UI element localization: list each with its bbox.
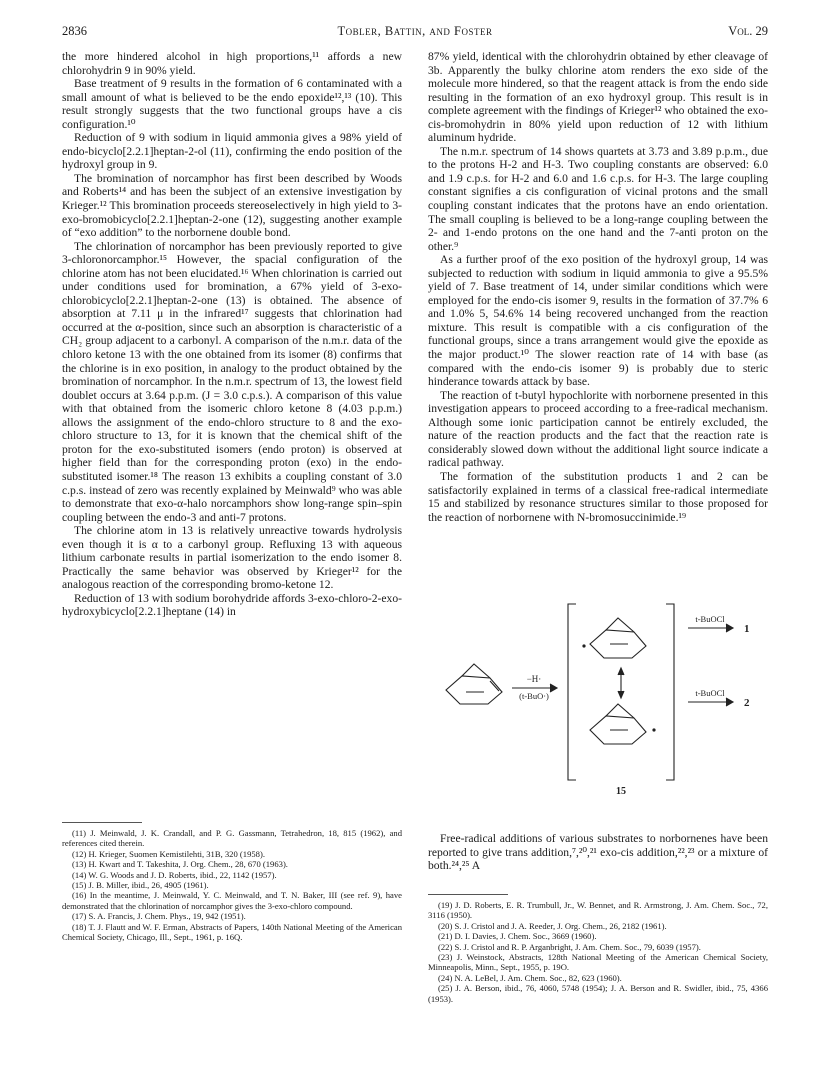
page-header [62,24,768,44]
footnote: (14) W. G. Woods and J. D. Roberts, ibid., 22, 1142 (1957). [72,869,277,880]
paragraph: The bromination of norcamphor has first been described by Woods and Roberts¹⁴ and has been the subject of an extensive investigation by Krieger.¹² This bromination proceeds stereoselectively in high yield to 3-exo-bromobicyclo[2.2.1]heptan-2-one (12), suggesting another example of “exo addition” to the norbornene double bond. [62,171,402,240]
arrow-label-top: −H· [526,674,542,684]
footnote: (19) J. D. Roberts, E. R. Trumbull, Jr., W. Bennet, and R. Armstrong, J. Am. Chem. Soc., 72, 3116 (1950). [428,900,768,921]
radical-dot [582,644,585,647]
bracket-left [568,604,576,780]
paragraph: The chlorination of norcamphor has been previously reported to give 3-chloronorcamphor.¹⁵ However, the spacial configuration of the chlorine atom has not been elucidated.¹⁶ When chlorination is carried out under conditions used for bromination, a 67% yield of 3-exo-chlorobicyclo[2.2.1]heptan-2-one (13) is obtained. The absence of absorption at 7.11 μ in the infrared¹⁷ suggests that chlorination had occurred at the α-position, since such an absorption is characteristic of a CH₂ group adjacent to a carbonyl. A comparison of the n.m.r. data of the chloro ketone 13 with the one obtained from its isomer (8) confirms that the chlorine is in exo position, in analogy to the product obtained by the bromination of norcamphor. In the n.m.r. spectrum of 13, the lowest field doublet occurs at 3.64 p.p.m. (J = 3.0 c.p.s.). A comparison of this value with that obtained from the isomeric chloro ketone 8 (4.03 p.p.m.) allows the assignment of the endo-chloro structure to 8 and the exo-chloro structure to 13, for it is known that the chemical shift of the proton for the exo-substituted isomers (endo proton) is observed at higher field than for the corresponding proton (exo) in the endo-substituted isomer.¹⁸ The reason 13 exhibits a coupling constant of 3.0 c.p.s. instead of zero was recently explained by Meinwald⁹ who was able to demonstrate that exo-α-halo norcamphors show long-range spin–spin coupling between the endo-3 and anti-7 protons. [62,239,402,524]
paragraph: Base treatment of 9 results in the formation of 6 contaminated with a small amount of what is believed to be the endo epoxide¹²,¹³ (10). This result strongly suggests that the two functional groups have a cis configuration.¹⁰ [62,77,402,131]
left-column [62,50,402,619]
reagent-label-lower: t-BuOCl [695,688,725,698]
footnote: (20) S. J. Cristol and J. A. Reeder, J. Org. Chem., 26, 2182 (1961). [438,920,667,931]
paragraph: The reaction of t-butyl hypochlorite with norbornene presented in this investigation appears to proceed according to a free-radical mechanism. Although some ionic participation cannot be entirely excluded, the nature of the reaction products and the fact that the reaction rate is considerably slowed down without the additional light source indicate a radical pathway. [428,388,768,470]
radical-structure-upper [590,618,646,658]
paragraph: Reduction of 9 with sodium in liquid ammonia gives a 98% yield of endo-bicyclo[2.2.1]heptan-2-ol (11), confirming the endo position of the hydroxyl group in 9. [62,131,402,172]
footnote: (13) H. Kwart and T. Takeshita, J. Org. Chem., 28, 670 (1963). [72,859,288,870]
running-title: Tobler, Battin, and Foster [337,24,493,38]
intermediate-label: 15 [616,786,626,797]
footnote: (17) S. A. Francis, J. Chem. Phys., 19, 942 (1951). [72,911,246,922]
footnote: (25) J. A. Berson, ibid., 76, 4060, 5748 (1954); J. A. Berson and R. Swidler, ibid., 75, 4366 (1953). [428,983,768,1004]
right-footnotes [428,894,768,1004]
footnote: (23) J. Weinstock, Abstracts, 128th National Meeting of the American Chemical Society, Minneapolis, Minn., Sept., 1955, p. 19O. [428,952,768,973]
footnote: (18) T. J. Flautt and W. F. Erman, Abstracts of Papers, 140th National Meeting of the American Chemical Society, Chicago, Ill., Sept., 1961, p. 16Q. [62,921,402,943]
footnote: (11) J. Meinwald, J. K. Crandall, and P. G. Gassmann, Tetrahedron, 18, 815 (1962), and references cited therein. [62,828,402,849]
volume-label: Vol. 29 [728,24,768,38]
paragraph: The n.m.r. spectrum of 14 shows quartets at 3.73 and 3.89 p.p.m., due to the protons H-2 and H-3. Two coupling constants are observed: 6.0 and 1.9 c.p.s. for H-2 and 6.0 and 1.6 c.p.s. for H-3. The large coupling constant signifies a cis configuration of vicinal protons and the small coupling constant indicates that the protons have an endo orientation. The small coupling is believed to be a long-range coupling between the 2- and 1-endo protons on the one hand and the 7-anti proton on the other.⁹ [428,144,768,253]
radical-structure-lower [590,704,646,744]
left-footnotes [62,822,402,942]
footnote: (24) N. A. LeBel, J. Am. Chem. Soc., 82, 623 (1960). [438,972,622,983]
footnote: (22) S. J. Cristol and R. P. Arganbright, J. Am. Chem. Soc., 79, 6039 (1957). [438,941,701,952]
right-column [428,50,768,524]
paragraph: Free-radical additions of various substrates to norbornenes have been reported to give trans addition,⁷,²⁰,²¹ exo-cis addition,²²,²³ or a mixture of both.²⁴,²⁵ A [428,832,768,873]
footnote-rule [428,894,508,895]
footnote: (15) J. B. Miller, ibid., 26, 4905 (1961). [72,880,209,891]
norbornene-structure [446,664,502,704]
paragraph: the more hindered alcohol in high proportions,¹¹ affords a new chlorohydrin 9 in 90% yield. [62,50,402,77]
reagent-label-upper: t-BuOCl [695,614,725,624]
footnote: (12) H. Krieger, Suomen Kemistilehti, 31B, 320 (1958). [72,848,265,859]
radical-dot [652,728,655,731]
page-number: 2836 [62,24,87,38]
paragraph: The formation of the substitution products 1 and 2 can be satisfactorily explained in terms of a classical free-radical intermediate 15 and stabilized by resonance structures similar to those proposed for the reaction of norbornene with N-bromosuccinimide.¹⁹ [428,469,768,524]
paragraph: As a further proof of the exo position of the hydroxyl group, 14 was subjected to reduction with sodium in liquid ammonia to give a 95.5% yield of 7. Base treatment of 14, under similar conditions which were employed for the endo-cis isomer 9, results in the formation of 37.7% 6 and 1.0% 5, 54.6% 14 being recovered unchanged from the reaction mixture. This result is compatible with a cis configuration of the functional groups, since a trans arrangement would give the epoxide as the major product.¹⁰ The slower reaction rate of 14 with base (as compared with the endo-cis isomer 9) is probably due to steric hinderance towards attack by base. [428,253,768,389]
post-scheme-text [428,832,768,873]
reaction-scheme [428,580,768,812]
paragraph: The chlorine atom in 13 is relatively unreactive towards hydrolysis even though it is α to a carbonyl group. Refluxing 13 with aqueous lithium carbonate results in partial isomerization to the endo isomer 8. Practically the same behavior was observed by Krieger¹² for the analogous reaction of the corresponding bromo-ketone 12. [62,524,402,592]
footnote: (16) In the meantime, J. Meinwald, Y. C. Meinwald, and T. N. Baker, III (see ref. 9), have demonstrated that the chlorination of norcamphor gives the 3-exo-chloro compound. [62,890,402,911]
footnote: (21) D. I. Davies, J. Chem. Soc., 3669 (1960). [438,931,597,942]
bracket-right [666,604,674,780]
arrow-label-bottom: (t-BuO·) [519,691,549,701]
footnote-rule [62,822,142,823]
paragraph: 87% yield, identical with the chlorohydrin obtained by ether cleavage of 3b. Apparently the bulky chlorine atom renders the exo side of the molecule more hindered, so that the reagent attack is from the endo side resulting in the formation of an exo hydroxyl group. This result is in complete agreement with the findings of Krieger¹² who obtained the exo-cis-bromohydrin in 80% yield upon reduction of 12 with lithium aluminum hydride. [428,50,768,145]
paragraph: Reduction of 13 with sodium borohydride affords 3-exo-chloro-2-exo-hydroxybicyclo[2.2.1]heptane (14) in [62,591,402,619]
product-label-upper: 1 [744,623,750,635]
product-label-lower: 2 [744,697,750,709]
